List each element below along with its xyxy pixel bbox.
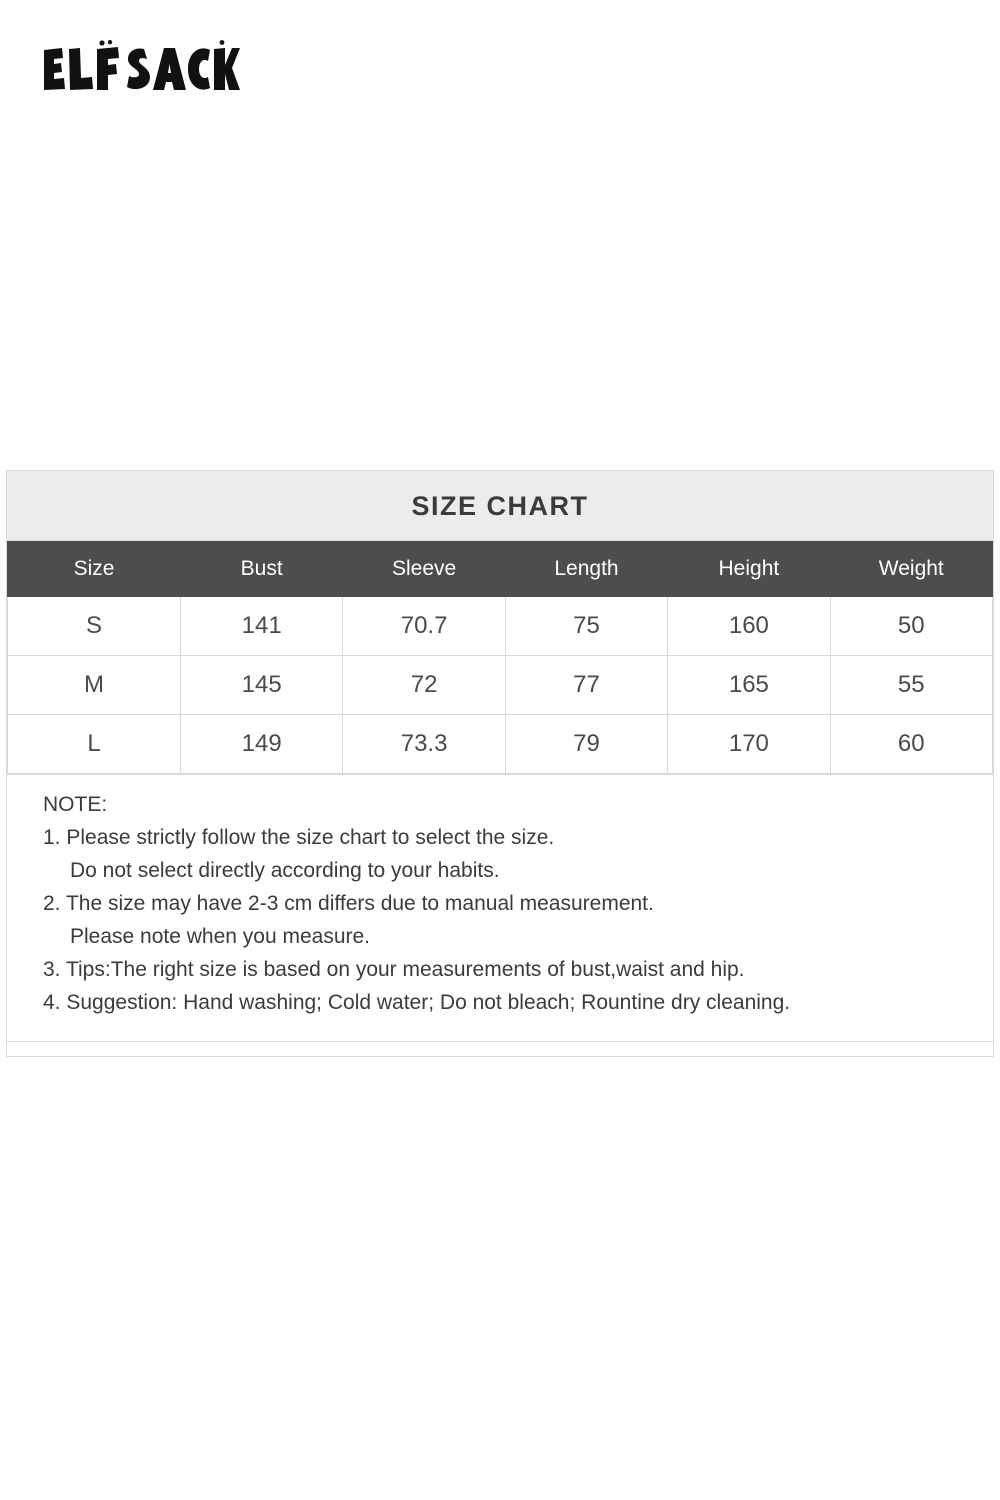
elfsack-wordmark-logo [40,40,240,100]
note-line-4: 4. Suggestion: Hand washing; Cold water; Do not bleach; Rountine dry cleaning. [43,991,791,1014]
note-line-1: 1. Please strictly follow the size chart to select the size. [43,826,555,849]
brand-logo [40,40,240,100]
cell-height: 165 [668,656,830,715]
size-chart-notes [7,774,993,1041]
column-header-height: Height [668,542,830,597]
cell-weight: 60 [830,715,992,774]
chart-footer-divider [7,1041,993,1056]
column-header-weight: Weight [830,542,992,597]
cell-height: 160 [668,597,830,656]
notes-heading: NOTE: [43,793,108,816]
table-row [8,715,993,774]
column-header-sleeve: Sleeve [343,542,505,597]
cell-size: L [8,715,181,774]
cell-weight: 50 [830,597,992,656]
note-line-2: 2. The size may have 2-3 cm differs due to manual measurement. [43,892,654,915]
cell-size: M [8,656,181,715]
cell-bust: 145 [181,656,343,715]
cell-length: 75 [505,597,667,656]
cell-sleeve: 70.7 [343,597,505,656]
column-header-size: Size [8,542,181,597]
table-row [8,656,993,715]
column-header-length: Length [505,542,667,597]
cell-length: 77 [505,656,667,715]
table-row [8,597,993,656]
size-chart-title: SIZE CHART [7,471,993,541]
cell-weight: 55 [830,656,992,715]
cell-sleeve: 73.3 [343,715,505,774]
cell-length: 79 [505,715,667,774]
table-header-row [8,542,993,597]
cell-height: 170 [668,715,830,774]
cell-bust: 141 [181,597,343,656]
size-chart-table [7,541,993,774]
size-chart-panel [6,470,994,1057]
column-header-bust: Bust [181,542,343,597]
note-line-1b: Do not select directly according to your habits. [70,859,500,882]
note-line-3: 3. Tips:The right size is based on your measurements of bust,waist and hip. [43,958,745,981]
cell-bust: 149 [181,715,343,774]
note-line-2b: Please note when you measure. [70,925,371,948]
cell-size: S [8,597,181,656]
cell-sleeve: 72 [343,656,505,715]
